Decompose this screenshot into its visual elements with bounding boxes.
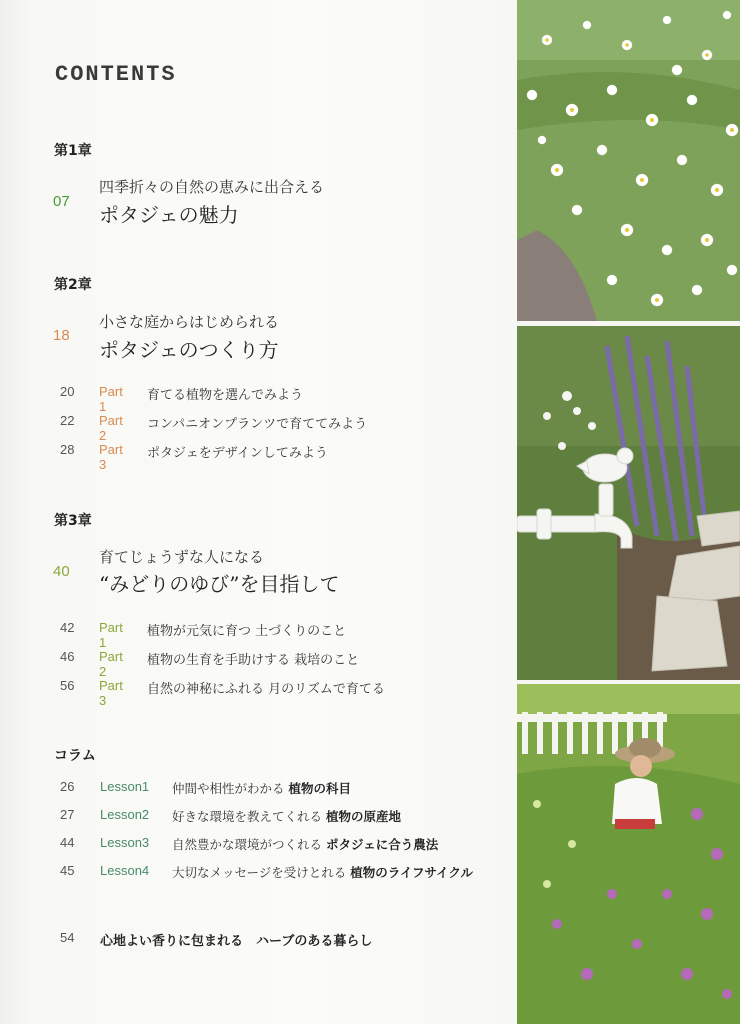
- entry-text: [172, 835, 438, 853]
- chapter-3-page[interactable]: 40: [53, 563, 70, 580]
- chapter-2-label: 第2章: [54, 277, 92, 293]
- contents-title: CONTENTS: [55, 62, 177, 87]
- chapter-2-subtitle: 小さな庭からはじめられる: [99, 313, 280, 331]
- entry-text: コンパニオンプランツで育ててみよう: [147, 417, 368, 432]
- entry-text: 自然の神秘にふれる 月のリズムで育てる: [147, 682, 385, 697]
- entry-part: Part 1: [99, 620, 123, 650]
- entry-page: 20: [60, 384, 75, 399]
- entry-lesson: Lesson2: [100, 807, 150, 822]
- chapter-2-title[interactable]: ポタジェのつくり方: [99, 338, 279, 362]
- entry-lesson: Lesson3: [100, 835, 150, 850]
- entry-part: Part 2: [99, 649, 123, 679]
- entry-text: 植物が元気に育つ 土づくりのこと: [147, 624, 347, 639]
- chapter-3-subtitle: 育てじょうずな人になる: [99, 548, 265, 566]
- entry-page: 45: [60, 863, 75, 878]
- entry-page: 27: [60, 807, 75, 822]
- entry-page: 28: [60, 442, 75, 457]
- entry-page: 42: [60, 620, 75, 635]
- chapter-2-page[interactable]: 18: [53, 327, 70, 344]
- entry-lesson: Lesson1: [100, 779, 150, 794]
- entry-text: [172, 779, 351, 797]
- entry-page: 54: [60, 930, 75, 945]
- chamomile-field-photo: [517, 0, 740, 321]
- entry-page: 26: [60, 779, 75, 794]
- entry-part: Part 3: [99, 442, 123, 472]
- entry-text: [172, 807, 401, 825]
- entry-page: 22: [60, 413, 75, 428]
- entry-bold: 植物の科目: [288, 781, 352, 796]
- entry-page: 44: [60, 835, 75, 850]
- chapter-1-page[interactable]: 07: [53, 193, 70, 210]
- entry-lesson: Lesson4: [100, 863, 150, 878]
- entry-part: Part 1: [99, 384, 123, 414]
- entry-bold: ポタジェに合う農法: [326, 837, 439, 852]
- chapter-3-label: 第3章: [54, 513, 92, 529]
- entry-text: 心地よい香りに包まれる ハーブのある暮らし: [100, 934, 373, 949]
- entry-text: 植物の生育を手助けする 栽培のこと: [147, 653, 360, 668]
- entry-bold: 植物のライフサイクル: [350, 865, 474, 880]
- chapter-1-subtitle: 四季折々の自然の恵みに出合える: [99, 178, 325, 196]
- entry-lead: 大切なメッセージを受けとれる: [172, 865, 347, 880]
- woman-gardening-photo: [517, 684, 740, 1024]
- entry-lead: 自然豊かな環境がつくれる: [172, 837, 323, 852]
- entry-part: Part 2: [99, 413, 123, 443]
- garden-faucet-bird-photo: [517, 326, 740, 680]
- chapter-1-title[interactable]: ポタジェの魅力: [99, 203, 239, 227]
- entry-part: Part 3: [99, 678, 123, 708]
- entry-text: ポタジェをデザインしてみよう: [147, 446, 328, 461]
- entry-text: [172, 863, 473, 881]
- column-label: コラム: [54, 748, 96, 764]
- chapter-3-title[interactable]: “みどりのゆび”を目指して: [99, 572, 340, 596]
- entry-bold: 植物の原産地: [326, 809, 402, 824]
- entry-lead: 好きな環境を教えてくれる: [172, 809, 323, 824]
- chapter-1-label: 第1章: [54, 143, 92, 159]
- entry-page: 46: [60, 649, 75, 664]
- entry-lead: 仲間や相性がわかる: [172, 781, 285, 796]
- entry-text: 育てる植物を選んでみよう: [147, 388, 304, 403]
- entry-page: 56: [60, 678, 75, 693]
